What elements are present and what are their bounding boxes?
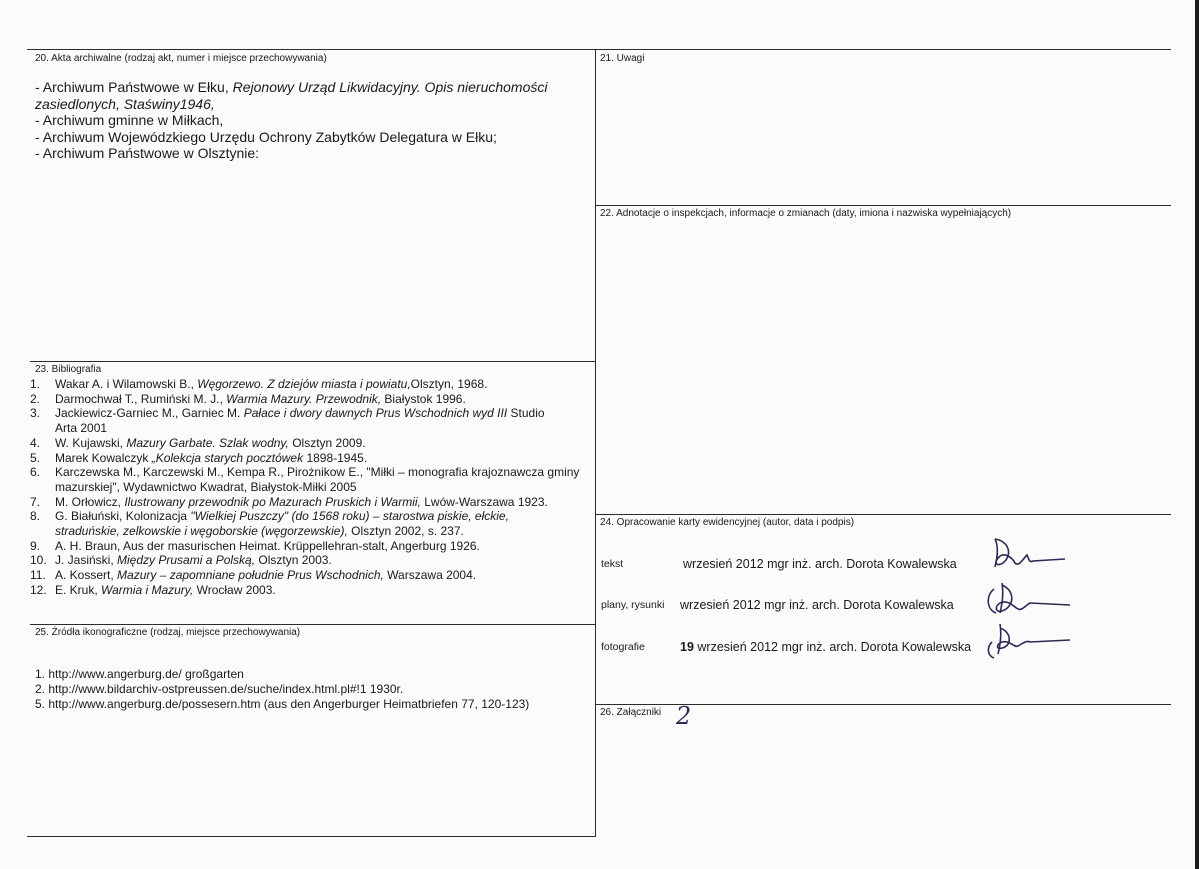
bibliography-item: 10. J. Jasiński, Między Prusami a Polską, Olsztyn 2003. [30,553,332,568]
archive-line: - Archiwum Wojewódzkiego Urzędu Ochrony Zabytków Delegatura w Ełku; [35,128,497,145]
top-rule [27,49,1171,50]
row-entry: 19 wrzesień 2012 mgr inż. arch. Dorota Kowalewska [680,640,972,654]
rule-25 [30,624,596,625]
source-link: 1. http://www.angerburg.de/ großgarten [35,667,244,681]
row-entry: wrzesień 2012 mgr inż. arch. Dorota Kowalewska [683,557,957,571]
archive-line: - Archiwum Państwowe w Olsztynie: [35,145,260,161]
source-link: 5. http://www.angerburg.de/possesern.htm (aus den Angerburger Heimatbriefen 77, 120-123) [35,697,530,711]
scan-edge [1195,0,1199,869]
left-bottom-rule [27,836,596,837]
bibliography-item: 1. Wakar A. i Wilamowski B., Węgorzewo. Z dziejów miasta i powiatu,Olsztyn, 1968. [30,377,488,391]
row-kind: fotografie [601,641,645,653]
archive-line: zasiedlonych, Staświny1946, [35,95,215,112]
bibliography-item: 6. Karczewska M., Karczewski M., Kempa R., Pirożnikow E., "Miłki – monografia krajoznawcza gminy mazurskiej", Wydawnictwo Kwadrat, Białystok-Miłki 2005 [30,465,580,494]
signature-1 [985,533,1075,578]
column-divider [595,49,596,837]
row-kind: plany, rysunki [601,599,665,611]
bibliography-item: 7. M. Orłowicz, Ilustrowany przewodnik po Mazurach Pruskich i Warmii, Lwów-Warszawa 1923. [30,494,548,509]
archival-records [35,79,580,162]
bibliography-item: 3. Jackiewicz-Garniec M., Garniec M. Pałace i dwory dawnych Prus Wschodnich wyd III Studio Arta 2001 [30,406,545,436]
iconographic-sources [35,667,529,712]
section-23-label: 23. Bibliografia [35,364,102,375]
source-link: 2. http://www.bildarchiv-ostpreussen.de/suche/index.html.pl#!1 1930r. [35,682,404,696]
section-26-label: 26. Załączniki [600,707,662,718]
signature-3 [982,620,1077,662]
row-kind: tekst [601,558,624,570]
archive-line: - Archiwum Państwowe w Ełku, Rejonowy Urząd Likwidacyjny. Opis nieruchomości [35,79,548,95]
row-entry: wrzesień 2012 mgr inż. arch. Dorota Kowalewska [680,598,954,612]
section-25-label: 25. Źródła ikonograficzne (rodzaj, miejsce przechowywania) [35,627,301,638]
bibliography-item: 12. E. Kruk, Warmia i Mazury, Wrocław 2003. [30,582,276,597]
bibliography-item: 11. A. Kossert, Mazury – zapomniane południe Prus Wschodnich, Warszawa 2004. [30,568,477,583]
section-21-label: 21. Uwagi [600,53,645,64]
attachments-count: 2 [676,702,692,730]
bibliography-item: 9. A. H. Braun, Aus der masurischen Heimat. Krüppellehran-stalt, Angerburg 1926. [30,538,480,553]
section-22-label: 22. Adnotacje o inspekcjach, informacje o zmianach (daty, imiona i nazwiska wypełniających) [600,208,1012,219]
bibliography-item: 8. G. Białuński, Kolonizacja "Wielkiej Puszczy" (do 1568 roku) – starostwa piskie, ełckie, straduńskie, zelkowskie i węgoborskie (węgorzewskie), Olsztyn 2002, s. 237. [30,509,509,539]
section-20-label: 20. Akta archiwalne (rodzaj akt, numer i miejsce przechowywania) [35,53,327,64]
signature-2 [980,577,1075,622]
bibliography-item: 2. Darmochwał T., Rumiński M. J., Warmia Mazury. Przewodnik, Białystok 1996. [30,391,466,406]
bibliography-list [30,377,590,598]
section-24-label: 24. Opracowanie karty ewidencyjnej (autor, data i podpis) [600,517,855,528]
bibliography-item: 4. W. Kujawski, Mazury Garbate. Szlak wodny, Olsztyn 2009. [30,435,366,450]
archive-line: - Archiwum gminne w Miłkach, [35,112,224,128]
bibliography-item: 5. Marek Kowalczyk „Kolekcja starych pocztówek 1898-1945. [30,450,368,465]
rule-24 [596,514,1171,515]
rule-23 [30,361,596,362]
rule-22 [596,205,1171,206]
